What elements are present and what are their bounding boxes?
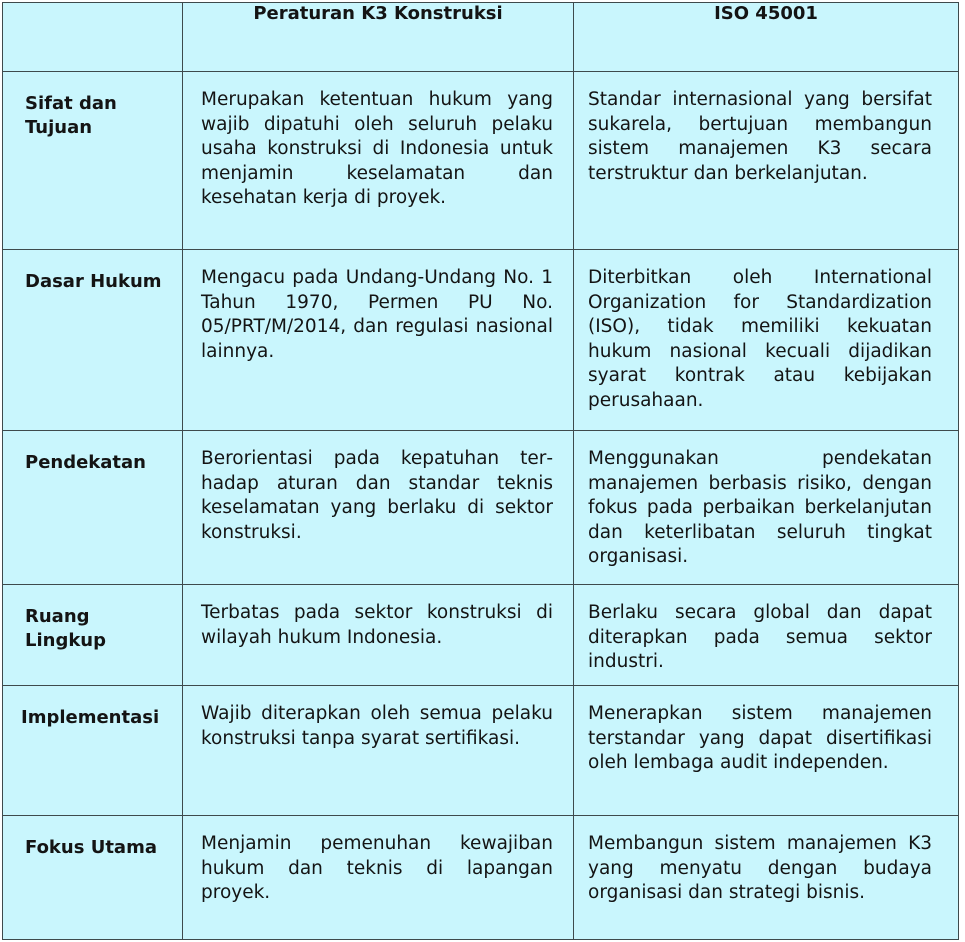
- comparison-table: [2, 2, 959, 940]
- cell-k3-sifat-dan-tujuan: Merupakan ketentuan hukum yang wajib dipatuhi oleh seluruh pelaku usaha konstruksi di Indonesia untuk menjamin keselamatan dan kesehatan kerja di proyek.: [183, 72, 574, 250]
- cell-iso-dasar-hukum: Diterbitkan oleh International Organization for Standardization (ISO), tidak memiliki kekuatan hukum nasional kecuali dijadikan syarat kontrak atau kebijakan perusahaan.: [574, 250, 959, 431]
- row-label-pendekatan: Pendekatan: [3, 431, 183, 585]
- table-header-row: [3, 3, 959, 72]
- cell-k3-ruang-lingkup: Terbatas pada sektor konstruksi di wilayah hukum Indonesia.: [183, 585, 574, 686]
- cell-k3-dasar-hukum: Mengacu pada Undang-Undang No. 1 Tahun 1970, Permen PU No. 05/PRT/M/2014, dan regulasi nasional lainnya.: [183, 250, 574, 431]
- row-label-dasar-hukum: Dasar Hukum: [3, 250, 183, 431]
- cell-iso-pendekatan: Menggunakan pendekatan manajemen berbasis risiko, dengan fokus pada perbaikan berkelanjutan dan keterlibatan seluruh tingkat organisasi.: [574, 431, 959, 585]
- cell-k3-fokus-utama: Menjamin pemenuhan kewajiban hukum dan teknis di lapangan proyek.: [183, 816, 574, 940]
- cell-k3-pendekatan: Berorientasi pada kepatuhan terhadap aturan dan standar teknis keselamatan yang berlaku di sektor konstruksi.: [183, 431, 574, 585]
- table-row: [3, 585, 959, 686]
- cell-iso-implementasi: Menerapkan sistem manajemen terstandar yang dapat disertifikasi oleh lembaga audit independen.: [574, 686, 959, 816]
- table-row: [3, 72, 959, 250]
- cell-k3-implementasi: Wajib diterapkan oleh semua pelaku konstruksi tanpa syarat sertifikasi.: [183, 686, 574, 816]
- table-row: [3, 250, 959, 431]
- table-row: [3, 431, 959, 585]
- header-empty-cell: [3, 3, 183, 72]
- row-label-sifat-dan-tujuan: Sifat dan Tujuan: [3, 72, 183, 250]
- header-iso-45001: ISO 45001: [574, 3, 959, 72]
- table-row: [3, 686, 959, 816]
- cell-iso-ruang-lingkup: Berlaku secara global dan dapat diterapkan pada semua sektor industri.: [574, 585, 959, 686]
- table-row: [3, 816, 959, 940]
- header-k3-regulation: Peraturan K3 Konstruksi: [183, 3, 574, 72]
- cell-iso-fokus-utama: Membangun sistem manajemen K3 yang menyatu dengan budaya organisasi dan strategi bisnis.: [574, 816, 959, 940]
- row-label-ruang-lingkup: Ruang Lingkup: [3, 585, 183, 686]
- row-label-fokus-utama: Fokus Utama: [3, 816, 183, 940]
- cell-iso-sifat-dan-tujuan: Standar internasional yang bersifat sukarela, bertujuan membangun sistem manajemen K3 secara terstruktur dan berkelanjutan.: [574, 72, 959, 250]
- row-label-implementasi: Implementasi: [3, 686, 183, 816]
